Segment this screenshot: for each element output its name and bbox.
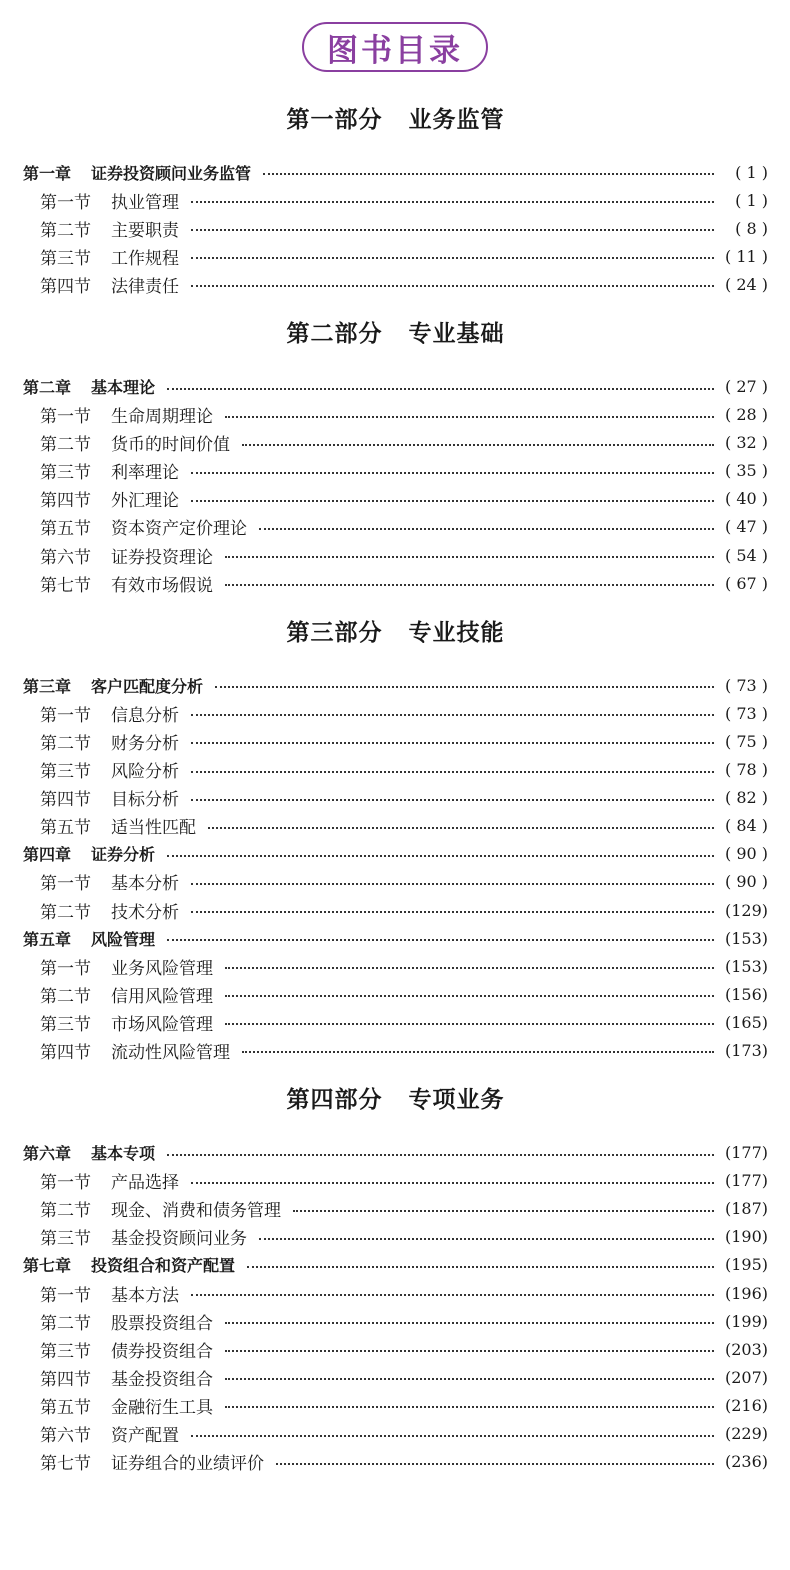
page-number: (177) bbox=[724, 1143, 768, 1163]
section-row[interactable] bbox=[23, 812, 768, 840]
chapter-row[interactable] bbox=[23, 840, 768, 868]
dot-leader bbox=[225, 584, 714, 586]
chapter-title: 基本专项 bbox=[91, 1144, 156, 1164]
page-number: (187) bbox=[724, 1199, 768, 1219]
section-title: 金融衍生工具 bbox=[111, 1397, 213, 1418]
page-number: (195) bbox=[724, 1255, 768, 1275]
section-title: 工作规程 bbox=[111, 248, 179, 269]
chapter-title: 基本理论 bbox=[91, 378, 156, 398]
dot-leader bbox=[191, 1182, 714, 1184]
section-number: 第四节 bbox=[40, 276, 91, 297]
section-number: 第三节 bbox=[40, 463, 91, 484]
chapter-row[interactable] bbox=[23, 1139, 768, 1167]
section-row[interactable] bbox=[23, 1167, 768, 1195]
page-title: 图书目录 bbox=[302, 22, 488, 72]
chapter-title: 证券分析 bbox=[91, 845, 156, 865]
section-number: 第四节 bbox=[40, 491, 91, 512]
section-row[interactable] bbox=[23, 1223, 768, 1251]
section-title: 外汇理论 bbox=[111, 491, 179, 512]
dot-leader bbox=[191, 883, 714, 885]
dot-leader bbox=[293, 1210, 714, 1212]
dot-leader bbox=[191, 229, 714, 231]
section-number: 第四节 bbox=[40, 1369, 91, 1390]
page-number: ( 73 ) bbox=[724, 675, 768, 695]
section-row[interactable] bbox=[23, 513, 768, 541]
section-title: 技术分析 bbox=[111, 902, 179, 923]
section-row[interactable] bbox=[23, 1363, 768, 1391]
dot-leader bbox=[225, 416, 714, 418]
chapter-title: 证券投资顾问业务监管 bbox=[91, 163, 252, 183]
page-number: ( 35 ) bbox=[724, 461, 768, 481]
section-title: 基本分析 bbox=[111, 874, 179, 895]
dot-leader bbox=[191, 911, 714, 913]
dot-leader bbox=[191, 1435, 714, 1437]
page-number: (129) bbox=[724, 900, 768, 920]
page-number: ( 90 ) bbox=[724, 872, 768, 892]
dot-leader bbox=[225, 1350, 714, 1352]
dot-leader bbox=[191, 714, 714, 716]
part-name: 专业基础 bbox=[408, 319, 505, 347]
dot-leader bbox=[242, 1051, 714, 1053]
part-title bbox=[23, 312, 768, 350]
section-number: 第四节 bbox=[40, 1042, 91, 1063]
dot-leader bbox=[191, 771, 714, 773]
page-number: ( 11 ) bbox=[724, 246, 768, 266]
section-number: 第三节 bbox=[40, 1014, 91, 1035]
section-number: 第六节 bbox=[40, 547, 91, 568]
section-row[interactable] bbox=[23, 541, 768, 569]
dot-leader bbox=[225, 1406, 714, 1408]
dot-leader bbox=[191, 285, 714, 287]
section-number: 第一节 bbox=[40, 407, 91, 428]
section-title: 风险分析 bbox=[111, 762, 179, 783]
section-row[interactable] bbox=[23, 1419, 768, 1447]
page-number: (207) bbox=[724, 1367, 768, 1387]
page-number: (203) bbox=[724, 1339, 768, 1359]
section-row[interactable] bbox=[23, 1279, 768, 1307]
section-title: 生命周期理论 bbox=[111, 407, 213, 428]
section-number: 第二节 bbox=[40, 435, 91, 456]
dot-leader bbox=[242, 444, 714, 446]
section-row[interactable] bbox=[23, 727, 768, 755]
chapter-row[interactable] bbox=[23, 924, 768, 952]
dot-leader bbox=[167, 388, 714, 390]
section-number: 第三节 bbox=[40, 1229, 91, 1250]
dot-leader bbox=[191, 257, 714, 259]
dot-leader bbox=[191, 500, 714, 502]
section-title: 资产配置 bbox=[111, 1426, 179, 1447]
dot-leader bbox=[191, 1294, 714, 1296]
dot-leader bbox=[225, 967, 714, 969]
page-number: ( 67 ) bbox=[724, 573, 768, 593]
section-number: 第一节 bbox=[40, 1173, 91, 1194]
section-row[interactable] bbox=[23, 1008, 768, 1036]
dot-leader bbox=[225, 995, 714, 997]
chapter-title: 投资组合和资产配置 bbox=[91, 1256, 236, 1276]
section-row[interactable] bbox=[23, 756, 768, 784]
chapter-number: 第五章 bbox=[23, 929, 72, 949]
dot-leader bbox=[263, 173, 714, 175]
section-title: 证券组合的业绩评价 bbox=[111, 1454, 264, 1475]
section-title: 现金、消费和债务管理 bbox=[111, 1201, 281, 1222]
section-title: 信息分析 bbox=[111, 705, 179, 726]
page-number: (165) bbox=[724, 1012, 768, 1032]
chapter-number: 第三章 bbox=[23, 676, 72, 696]
page-number: ( 32 ) bbox=[724, 433, 768, 453]
section-title: 资本资产定价理论 bbox=[111, 519, 247, 540]
section-title: 债券投资组合 bbox=[111, 1341, 213, 1362]
section-title: 基金投资组合 bbox=[111, 1369, 213, 1390]
section-number: 第一节 bbox=[40, 705, 91, 726]
table-of-contents bbox=[23, 94, 768, 1490]
section-title: 法律责任 bbox=[111, 276, 179, 297]
chapter-title: 风险管理 bbox=[91, 929, 156, 949]
page-number: ( 8 ) bbox=[735, 218, 768, 238]
page-number: ( 40 ) bbox=[724, 489, 768, 509]
page-number: ( 82 ) bbox=[724, 788, 768, 808]
chapter-number: 第七章 bbox=[23, 1256, 72, 1276]
dot-leader bbox=[208, 827, 714, 829]
dot-leader bbox=[225, 1023, 714, 1025]
section-row[interactable] bbox=[23, 1307, 768, 1335]
page-number: ( 54 ) bbox=[724, 545, 768, 565]
dot-leader bbox=[167, 1154, 714, 1156]
section-number: 第一节 bbox=[40, 1285, 91, 1306]
dot-leader bbox=[167, 855, 714, 857]
section-number: 第五节 bbox=[40, 1397, 91, 1418]
section-title: 流动性风险管理 bbox=[111, 1042, 230, 1063]
section-title: 产品选择 bbox=[111, 1173, 179, 1194]
dot-leader bbox=[259, 528, 714, 530]
page-number: ( 75 ) bbox=[724, 731, 768, 751]
part-number: 第四部分 bbox=[286, 1086, 383, 1114]
page-number: (216) bbox=[724, 1395, 768, 1415]
part-title bbox=[23, 611, 768, 649]
page-number: ( 24 ) bbox=[724, 274, 768, 294]
chapter-number: 第二章 bbox=[23, 378, 72, 398]
section-number: 第三节 bbox=[40, 248, 91, 269]
chapter-row[interactable] bbox=[23, 158, 768, 186]
section-row[interactable] bbox=[23, 270, 768, 298]
dot-leader bbox=[276, 1463, 714, 1465]
section-number: 第四节 bbox=[40, 790, 91, 811]
dot-leader bbox=[225, 556, 714, 558]
page-number: (153) bbox=[724, 956, 768, 976]
section-title: 目标分析 bbox=[111, 790, 179, 811]
section-number: 第五节 bbox=[40, 519, 91, 540]
page-number: (156) bbox=[724, 984, 768, 1004]
section-row[interactable] bbox=[23, 485, 768, 513]
section-number: 第二节 bbox=[40, 986, 91, 1007]
chapter-row[interactable] bbox=[23, 671, 768, 699]
chapter-number: 第一章 bbox=[23, 163, 72, 183]
section-row[interactable] bbox=[23, 429, 768, 457]
section-number: 第一节 bbox=[40, 874, 91, 895]
page-number: (173) bbox=[724, 1040, 768, 1060]
dot-leader bbox=[247, 1266, 714, 1268]
dot-leader bbox=[191, 201, 714, 203]
part-number: 第一部分 bbox=[286, 105, 383, 133]
dot-leader bbox=[191, 742, 714, 744]
section-row[interactable] bbox=[23, 868, 768, 896]
section-row[interactable] bbox=[23, 401, 768, 429]
page-number: ( 1 ) bbox=[735, 162, 768, 182]
section-title: 执业管理 bbox=[111, 192, 179, 213]
section-title: 基本方法 bbox=[111, 1285, 179, 1306]
dot-leader bbox=[225, 1322, 714, 1324]
part-name: 专业技能 bbox=[408, 618, 505, 646]
page-number: (196) bbox=[724, 1283, 768, 1303]
toc-part bbox=[23, 1079, 768, 1476]
page-number: (153) bbox=[724, 928, 768, 948]
chapter-number: 第四章 bbox=[23, 845, 72, 865]
section-number: 第二节 bbox=[40, 1313, 91, 1334]
section-title: 主要职责 bbox=[111, 220, 179, 241]
part-number: 第二部分 bbox=[286, 319, 383, 347]
section-row[interactable] bbox=[23, 457, 768, 485]
toc-part bbox=[23, 611, 768, 1064]
section-number: 第七节 bbox=[40, 575, 91, 596]
part-name: 业务监管 bbox=[408, 105, 505, 133]
section-number: 第二节 bbox=[40, 220, 91, 241]
section-row[interactable] bbox=[23, 214, 768, 242]
section-title: 股票投资组合 bbox=[111, 1313, 213, 1334]
section-row[interactable] bbox=[23, 980, 768, 1008]
section-row[interactable] bbox=[23, 242, 768, 270]
section-number: 第五节 bbox=[40, 818, 91, 839]
section-row[interactable] bbox=[23, 896, 768, 924]
toc-part bbox=[23, 312, 768, 597]
dot-leader bbox=[191, 472, 714, 474]
section-row[interactable] bbox=[23, 1448, 768, 1476]
section-number: 第一节 bbox=[40, 958, 91, 979]
section-title: 基金投资顾问业务 bbox=[111, 1229, 247, 1250]
section-title: 证券投资理论 bbox=[111, 547, 213, 568]
dot-leader bbox=[215, 686, 714, 688]
dot-leader bbox=[191, 799, 714, 801]
header bbox=[0, 22, 790, 72]
section-row[interactable] bbox=[23, 784, 768, 812]
page-number: (229) bbox=[724, 1424, 768, 1444]
section-row[interactable] bbox=[23, 1335, 768, 1363]
section-number: 第二节 bbox=[40, 733, 91, 754]
page-number: ( 27 ) bbox=[724, 377, 768, 397]
section-number: 第七节 bbox=[40, 1454, 91, 1475]
section-number: 第二节 bbox=[40, 902, 91, 923]
chapter-row[interactable] bbox=[23, 1251, 768, 1279]
part-number: 第三部分 bbox=[286, 618, 383, 646]
section-title: 有效市场假说 bbox=[111, 575, 213, 596]
page-number: (199) bbox=[724, 1311, 768, 1331]
page-number: ( 78 ) bbox=[724, 760, 768, 780]
section-title: 利率理论 bbox=[111, 463, 179, 484]
chapter-title: 客户匹配度分析 bbox=[91, 676, 204, 696]
dot-leader bbox=[167, 939, 714, 941]
section-row[interactable] bbox=[23, 569, 768, 597]
page-number: ( 28 ) bbox=[724, 405, 768, 425]
part-title bbox=[23, 98, 768, 136]
page-number: (236) bbox=[724, 1452, 768, 1472]
section-row[interactable] bbox=[23, 186, 768, 214]
section-number: 第二节 bbox=[40, 1201, 91, 1222]
section-title: 市场风险管理 bbox=[111, 1014, 213, 1035]
section-number: 第三节 bbox=[40, 762, 91, 783]
chapter-number: 第六章 bbox=[23, 1144, 72, 1164]
page-number: ( 90 ) bbox=[724, 844, 768, 864]
dot-leader bbox=[259, 1238, 714, 1240]
part-title bbox=[23, 1079, 768, 1117]
chapter-row[interactable] bbox=[23, 372, 768, 400]
page-number: (190) bbox=[724, 1227, 768, 1247]
section-row[interactable] bbox=[23, 952, 768, 980]
part-name: 专项业务 bbox=[408, 1086, 505, 1114]
section-number: 第一节 bbox=[40, 192, 91, 213]
page-number: ( 84 ) bbox=[724, 816, 768, 836]
toc-part bbox=[23, 98, 768, 298]
section-row[interactable] bbox=[23, 1195, 768, 1223]
section-row[interactable] bbox=[23, 1036, 768, 1064]
page-number: (177) bbox=[724, 1171, 768, 1191]
section-title: 信用风险管理 bbox=[111, 986, 213, 1007]
section-number: 第三节 bbox=[40, 1341, 91, 1362]
section-title: 货币的时间价值 bbox=[111, 435, 230, 456]
section-title: 财务分析 bbox=[111, 733, 179, 754]
page-number: ( 1 ) bbox=[735, 190, 768, 210]
section-row[interactable] bbox=[23, 1391, 768, 1419]
page-number: ( 73 ) bbox=[724, 703, 768, 723]
section-row[interactable] bbox=[23, 699, 768, 727]
dot-leader bbox=[225, 1378, 714, 1380]
section-title: 适当性匹配 bbox=[111, 818, 196, 839]
section-title: 业务风险管理 bbox=[111, 958, 213, 979]
page-number: ( 47 ) bbox=[724, 517, 768, 537]
section-number: 第六节 bbox=[40, 1426, 91, 1447]
